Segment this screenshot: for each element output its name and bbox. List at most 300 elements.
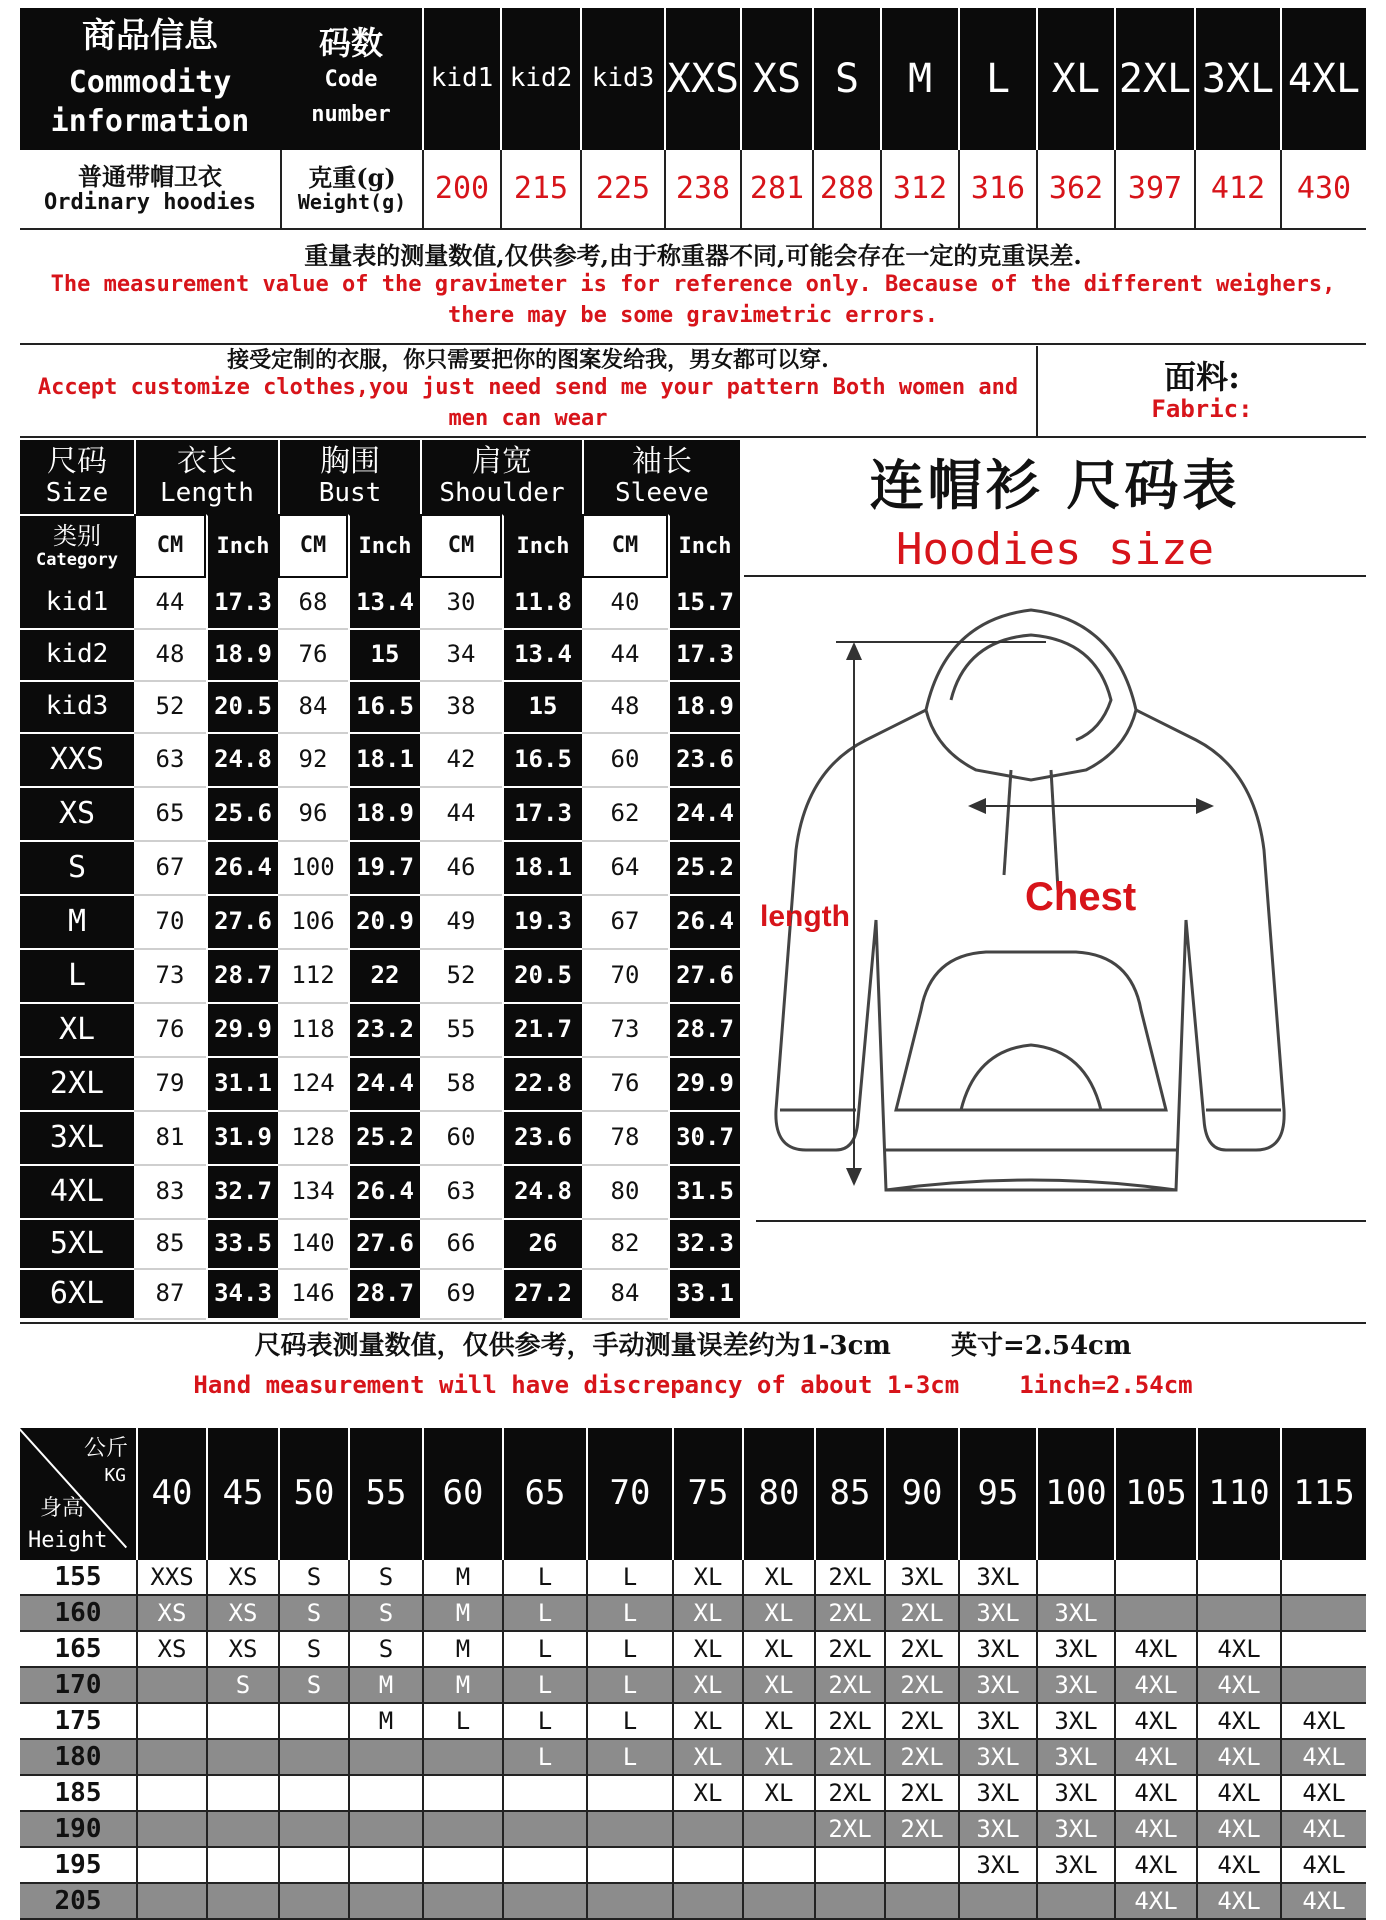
size-cell — [668, 682, 740, 734]
measure-note-en — [20, 1366, 1366, 1406]
size-cell — [420, 734, 502, 788]
size-cell — [502, 734, 582, 788]
fit-cell-text: 2XL — [900, 1779, 944, 1808]
weight-value — [1194, 150, 1280, 228]
fit-cell-text: 2XL — [828, 1815, 872, 1844]
size-row-label — [20, 578, 134, 630]
fit-cell — [1280, 1704, 1366, 1740]
fit-cell — [348, 1596, 422, 1632]
fit-height — [20, 1668, 136, 1704]
size-cell-text: 65 — [155, 799, 185, 828]
fit-cell — [1196, 1560, 1280, 1596]
weight-value-text: 430 — [1296, 170, 1352, 206]
size-cell-text: 30.7 — [676, 1123, 734, 1152]
fit-weight-header — [422, 1428, 502, 1560]
size-cell-text: 25.2 — [676, 853, 734, 882]
fit-cell — [672, 1884, 742, 1920]
size-cell-text: 84 — [298, 692, 328, 721]
fit-height-text: 180 — [54, 1742, 102, 1773]
fit-cell — [1196, 1848, 1280, 1884]
size-cell-text: 42 — [446, 745, 476, 774]
header-label-en: Commodity information — [50, 64, 250, 139]
size-label: XXS — [666, 56, 740, 102]
size-label: L — [985, 56, 1011, 102]
fit-cell-text: L — [455, 1707, 471, 1736]
size-cell-text: 22 — [370, 961, 400, 990]
fit-cell — [586, 1812, 672, 1848]
fit-cell — [672, 1560, 742, 1596]
size-cell-text: 34 — [446, 640, 476, 669]
weight-value-text: 316 — [970, 170, 1026, 206]
fit-cell — [1196, 1776, 1280, 1812]
size-cell — [278, 842, 348, 896]
fit-corner — [20, 1428, 136, 1560]
custom-note-cn: 接受定制的衣服，你只需要把你的图案发给我，男女都可以穿. — [227, 346, 829, 373]
fit-cell — [1036, 1704, 1114, 1740]
fit-weight-header — [884, 1428, 958, 1560]
fit-cell — [422, 1884, 502, 1920]
size-cell — [582, 630, 668, 682]
size-label: kid3 — [591, 63, 655, 94]
fit-cell-text: M — [378, 1671, 394, 1700]
fit-cell — [1114, 1776, 1196, 1812]
size-cell — [420, 1220, 502, 1270]
fit-height-text: 195 — [54, 1850, 102, 1881]
fit-cell-text: L — [622, 1563, 638, 1592]
size-cell — [278, 1058, 348, 1112]
fit-cell — [958, 1668, 1036, 1704]
size-cell-text: 63 — [446, 1177, 476, 1206]
unit-header — [278, 514, 348, 578]
size-cell-text: 85 — [155, 1229, 185, 1258]
fit-cell — [1114, 1848, 1196, 1884]
fit-cell — [586, 1740, 672, 1776]
size-cell-text: 20.5 — [214, 692, 272, 721]
size-cell — [278, 1270, 348, 1320]
size-cell-text: 70 — [610, 961, 640, 990]
size-chart-header — [582, 440, 740, 514]
size-cell — [668, 578, 740, 630]
size-cell — [348, 1004, 420, 1058]
header-en: Size — [45, 478, 109, 509]
fit-cell — [1280, 1632, 1366, 1668]
fit-cell — [586, 1848, 672, 1884]
fit-height — [20, 1632, 136, 1668]
fit-cell-text: 3XL — [976, 1707, 1020, 1736]
fit-cell — [1114, 1668, 1196, 1704]
size-cell-text: 118 — [291, 1015, 335, 1044]
fit-cell — [742, 1632, 814, 1668]
fit-cell-text: 3XL — [1054, 1599, 1098, 1628]
fit-cell — [136, 1704, 206, 1740]
fit-cell — [348, 1740, 422, 1776]
drawstring — [1004, 770, 1011, 875]
fit-cell — [672, 1776, 742, 1812]
size-cell-text: 58 — [446, 1069, 476, 1098]
weight-value — [500, 150, 580, 228]
fit-cell — [348, 1704, 422, 1740]
size-cell — [502, 950, 582, 1004]
fit-weight-header — [672, 1428, 742, 1560]
fit-cell — [1196, 1668, 1280, 1704]
size-cell — [668, 1112, 740, 1166]
fit-cell-text: 3XL — [900, 1563, 944, 1592]
size-cell — [278, 950, 348, 1004]
size-cell — [582, 788, 668, 842]
weight-value-text: 238 — [675, 170, 731, 206]
weight-value — [740, 150, 812, 228]
fit-cell-text: 2XL — [828, 1743, 872, 1772]
fit-cell — [814, 1704, 884, 1740]
weight-value-text: 225 — [595, 170, 651, 206]
size-cell-text: 11.8 — [514, 588, 572, 617]
size-cell — [502, 1004, 582, 1058]
size-cell-text: 124 — [291, 1069, 335, 1098]
fit-weight: 50 — [293, 1473, 335, 1514]
measure-note-cn — [20, 1326, 1366, 1368]
fit-height — [20, 1884, 136, 1920]
fit-cell-text: S — [306, 1671, 322, 1700]
size-cell-text: 146 — [291, 1279, 335, 1308]
fit-cell-text: 4XL — [1302, 1815, 1346, 1844]
fit-cell-text: XL — [764, 1563, 794, 1592]
fit-cell — [136, 1812, 206, 1848]
size-cell-text: 73 — [155, 961, 185, 990]
size-chart-title-en — [744, 525, 1366, 575]
fit-cell — [586, 1704, 672, 1740]
size-cell — [668, 788, 740, 842]
fit-cell — [884, 1848, 958, 1884]
size-cell — [668, 1220, 740, 1270]
fit-cell-text: L — [622, 1707, 638, 1736]
size-cell — [420, 896, 502, 950]
fit-cell-text: XS — [157, 1635, 187, 1664]
size-cell — [668, 950, 740, 1004]
fit-cell-text: 4XL — [1134, 1851, 1178, 1880]
unit-label: CM — [611, 533, 639, 559]
fit-cell — [1036, 1560, 1114, 1596]
size-cell-text: 27.2 — [514, 1279, 572, 1308]
size-cell-text: 27.6 — [356, 1229, 414, 1258]
fit-cell-text: XL — [693, 1563, 723, 1592]
size-cell-text: kid2 — [45, 639, 109, 670]
fit-height — [20, 1560, 136, 1596]
fit-cell — [1280, 1848, 1366, 1884]
fit-cell-text: 3XL — [1054, 1707, 1098, 1736]
fit-cell — [422, 1560, 502, 1596]
fit-cell — [586, 1632, 672, 1668]
size-cell-text: kid3 — [45, 691, 109, 722]
size-cell-text: 92 — [298, 745, 328, 774]
unit-label: CM — [156, 533, 184, 559]
header-cn: 胸围 — [320, 443, 380, 479]
fit-cell — [278, 1740, 348, 1776]
fit-cell-text: XL — [693, 1635, 723, 1664]
fit-cell — [348, 1668, 422, 1704]
fit-height-text: 170 — [54, 1670, 102, 1701]
size-label: 3XL — [1201, 56, 1275, 102]
fit-cell — [814, 1848, 884, 1884]
fit-cell-text: 4XL — [1217, 1887, 1261, 1916]
fit-cell — [1114, 1740, 1196, 1776]
fit-cell — [502, 1776, 586, 1812]
fit-cell — [1114, 1704, 1196, 1740]
header-cn: 尺码 — [47, 443, 107, 479]
fit-cell-text: M — [455, 1671, 471, 1700]
fit-cell — [884, 1560, 958, 1596]
size-cell — [348, 950, 420, 1004]
fit-cell — [672, 1812, 742, 1848]
fit-cell-text: 2XL — [900, 1671, 944, 1700]
divider — [20, 343, 1366, 345]
measure-en-inch: 1inch=2.54cm — [1019, 1371, 1193, 1400]
size-cell-text: 19.3 — [514, 907, 572, 936]
size-cell-text: 48 — [155, 640, 185, 669]
size-cell — [348, 842, 420, 896]
product-cn: 普通带帽卫衣 — [78, 161, 222, 191]
size-cell-text: 76 — [610, 1069, 640, 1098]
fit-cell-text: XL — [693, 1743, 723, 1772]
size-header — [1114, 8, 1194, 150]
header-label-cn: 商品信息 — [82, 16, 218, 57]
fit-cell — [1280, 1812, 1366, 1848]
fit-cell — [206, 1668, 278, 1704]
fit-cell — [206, 1560, 278, 1596]
fit-cell — [1036, 1596, 1114, 1632]
size-cell-text: 55 — [446, 1015, 476, 1044]
fit-cell-text: XL — [764, 1743, 794, 1772]
fit-cell — [1280, 1884, 1366, 1920]
size-cell — [278, 734, 348, 788]
fit-cell-text: 2XL — [828, 1779, 872, 1808]
size-cell-text: 26.4 — [214, 853, 272, 882]
size-cell — [278, 1004, 348, 1058]
size-cell-text: 13.4 — [514, 640, 572, 669]
fit-weight-header — [348, 1428, 422, 1560]
size-cell-text: 52 — [446, 961, 476, 990]
size-cell-text: 18.9 — [356, 799, 414, 828]
size-cell-text: 20.9 — [356, 907, 414, 936]
weight-value — [880, 150, 958, 228]
fit-cell — [884, 1884, 958, 1920]
fit-cell-text: 4XL — [1302, 1707, 1346, 1736]
size-cell-text: 30 — [446, 588, 476, 617]
size-row-label — [20, 1166, 134, 1220]
fit-cell-text: 2XL — [900, 1815, 944, 1844]
fit-weight: 45 — [222, 1473, 264, 1514]
fit-cell-text: 3XL — [1054, 1635, 1098, 1664]
size-cell — [420, 578, 502, 630]
weight-value — [664, 150, 740, 228]
size-header — [500, 8, 580, 150]
fit-cell — [422, 1596, 502, 1632]
size-cell-text: 28.7 — [214, 961, 272, 990]
fit-cell — [672, 1740, 742, 1776]
fit-cell — [278, 1560, 348, 1596]
fit-cell — [742, 1776, 814, 1812]
fit-cell — [136, 1848, 206, 1884]
fit-weight: 65 — [524, 1473, 566, 1514]
fit-height-text: 185 — [54, 1778, 102, 1809]
fit-weight-header — [586, 1428, 672, 1560]
header-en: Sleeve — [615, 478, 709, 509]
fit-cell-text: 4XL — [1134, 1671, 1178, 1700]
weight-value — [422, 150, 500, 228]
code-header — [280, 8, 422, 150]
fit-cell — [502, 1704, 586, 1740]
size-cell — [134, 1220, 206, 1270]
size-cell — [668, 630, 740, 682]
fit-cell — [502, 1560, 586, 1596]
size-cell — [502, 1112, 582, 1166]
size-cell — [134, 1112, 206, 1166]
fit-cell-text: XL — [693, 1707, 723, 1736]
fit-height-text: 155 — [54, 1562, 102, 1593]
size-cell-text: 27.6 — [214, 907, 272, 936]
unit-label: Inch — [678, 534, 732, 560]
arrow-head — [1196, 798, 1214, 814]
fit-height-text: 165 — [54, 1634, 102, 1665]
size-cell-text: 20.5 — [514, 961, 572, 990]
size-cell-text: 60 — [446, 1123, 476, 1152]
fit-cell-text: 2XL — [900, 1599, 944, 1628]
size-cell — [348, 630, 420, 682]
unit-header — [206, 514, 278, 578]
fit-cell — [672, 1668, 742, 1704]
fit-cell — [742, 1560, 814, 1596]
header-cn: 袖长 — [632, 443, 692, 479]
fit-cell-text: S — [306, 1599, 322, 1628]
header-cn: 衣长 — [177, 443, 237, 479]
fit-cell — [1280, 1560, 1366, 1596]
fit-weight-header — [958, 1428, 1036, 1560]
size-cell — [206, 896, 278, 950]
fit-cell-text: XS — [157, 1599, 187, 1628]
fit-cell — [278, 1596, 348, 1632]
fit-cell — [814, 1560, 884, 1596]
fit-cell-text: L — [622, 1635, 638, 1664]
fit-cell — [814, 1596, 884, 1632]
size-cell-text: 60 — [610, 745, 640, 774]
weight-value — [1114, 150, 1194, 228]
size-cell-text: 13.4 — [356, 588, 414, 617]
fit-cell — [1196, 1740, 1280, 1776]
fit-cell — [958, 1848, 1036, 1884]
size-chart-header — [420, 440, 582, 514]
fit-cell — [422, 1812, 502, 1848]
divider — [20, 228, 1366, 230]
product-name — [20, 150, 280, 228]
fit-cell — [884, 1740, 958, 1776]
fit-cell-text: L — [537, 1707, 553, 1736]
fit-cell — [348, 1560, 422, 1596]
fit-cell — [502, 1884, 586, 1920]
size-cell — [582, 1058, 668, 1112]
fit-cell-text: S — [378, 1599, 394, 1628]
fit-weight-header — [1280, 1428, 1366, 1560]
fit-cell — [814, 1740, 884, 1776]
size-cell-text: 38 — [446, 692, 476, 721]
size-cell — [134, 896, 206, 950]
fit-cell — [1280, 1668, 1366, 1704]
size-header — [812, 8, 880, 150]
size-header — [1280, 8, 1366, 150]
fit-cell — [586, 1884, 672, 1920]
fit-cell — [1114, 1560, 1196, 1596]
fit-cell-text: 4XL — [1217, 1671, 1261, 1700]
fit-cell-text: 3XL — [1054, 1671, 1098, 1700]
unit-label: Inch — [216, 534, 270, 560]
size-cell-text: 25.6 — [214, 799, 272, 828]
size-cell-text: 84 — [610, 1279, 640, 1308]
size-row-label — [20, 788, 134, 842]
size-cell — [582, 842, 668, 896]
size-label: XL — [1051, 56, 1101, 102]
size-cell-text: 69 — [446, 1279, 476, 1308]
fit-cell — [502, 1596, 586, 1632]
fit-cell — [1196, 1632, 1280, 1668]
size-cell-text: 18.9 — [214, 640, 272, 669]
size-cell — [206, 1112, 278, 1166]
fit-cell-text: 4XL — [1134, 1635, 1178, 1664]
size-cell-text: 23.6 — [676, 745, 734, 774]
size-cell-text: 26.4 — [356, 1177, 414, 1206]
size-cell — [420, 1166, 502, 1220]
fit-cell — [206, 1632, 278, 1668]
size-cell — [348, 682, 420, 734]
fit-height — [20, 1704, 136, 1740]
size-cell — [668, 1270, 740, 1320]
fit-cell-text: 3XL — [976, 1599, 1020, 1628]
size-cell-text: 29.9 — [214, 1015, 272, 1044]
fit-cell — [742, 1884, 814, 1920]
size-cell — [278, 896, 348, 950]
size-cell — [502, 578, 582, 630]
hoodie-outline — [896, 952, 1166, 1110]
size-cell — [668, 1004, 740, 1058]
fit-weight: 95 — [977, 1473, 1019, 1514]
size-row-label — [20, 1270, 134, 1320]
fit-cell — [422, 1632, 502, 1668]
hoodie-outline — [961, 1045, 1101, 1110]
arrow-head — [846, 642, 862, 660]
size-cell-text: 96 — [298, 799, 328, 828]
fit-cell — [1114, 1632, 1196, 1668]
fit-cell — [348, 1812, 422, 1848]
code-label-en: Code number — [311, 67, 391, 128]
fit-cell — [814, 1812, 884, 1848]
fit-cell — [278, 1704, 348, 1740]
size-cell — [348, 1220, 420, 1270]
size-cell — [348, 734, 420, 788]
size-label: S — [834, 56, 860, 102]
fit-cell — [278, 1632, 348, 1668]
fit-cell — [1036, 1740, 1114, 1776]
size-cell — [668, 896, 740, 950]
fit-cell-text: L — [537, 1635, 553, 1664]
fit-height-text: 205 — [54, 1886, 102, 1917]
size-cell — [668, 842, 740, 896]
fit-cell — [136, 1560, 206, 1596]
fit-cell — [1036, 1884, 1114, 1920]
size-row-label — [20, 734, 134, 788]
fit-cell — [586, 1560, 672, 1596]
size-cell — [206, 842, 278, 896]
fit-cell-text: XL — [693, 1671, 723, 1700]
weight-value-text: 281 — [749, 170, 805, 206]
fit-cell — [502, 1740, 586, 1776]
size-cell-text: 32.7 — [214, 1177, 272, 1206]
